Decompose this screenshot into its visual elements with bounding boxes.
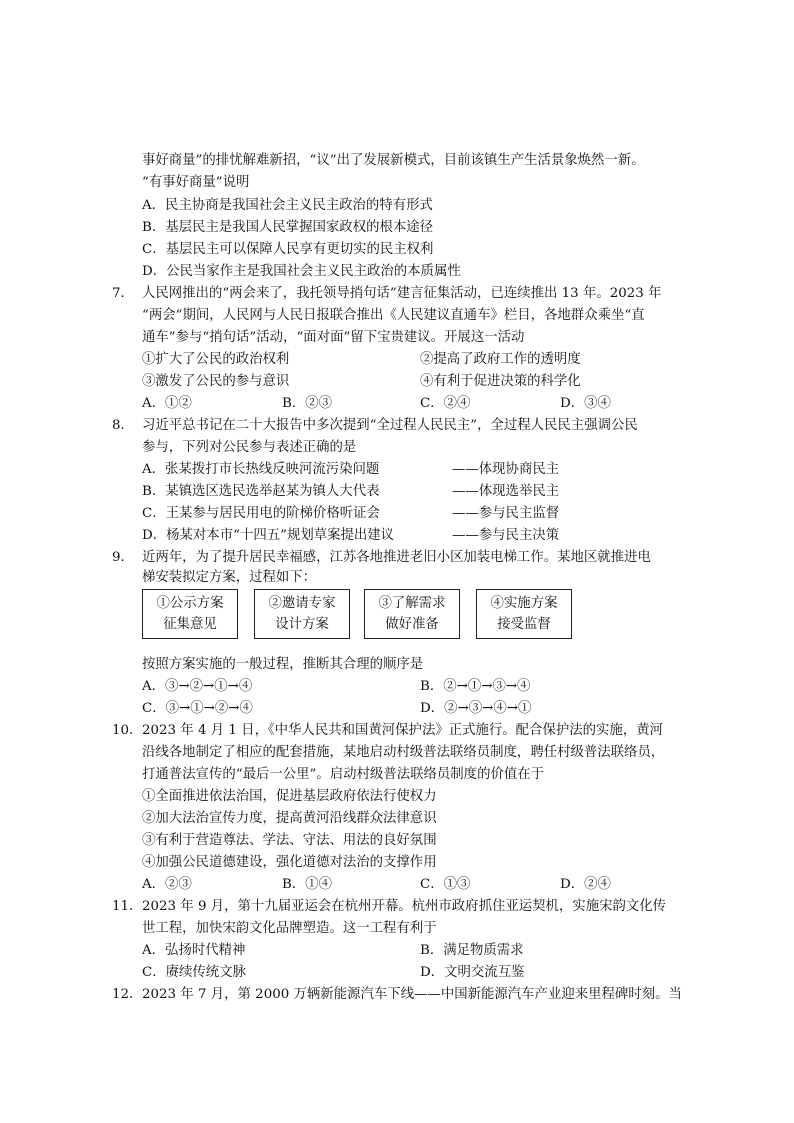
q7-choice-b: B．②③ (282, 396, 333, 411)
q9-choice-a: A．③→②→①→④ (142, 679, 253, 694)
q9-step-box-4 (476, 589, 572, 639)
q10-stem-1: 2023 年 4 月 1 日，《中华人民共和国黄河保护法》正式施行。配合保护法的实施，黄河 (142, 723, 663, 738)
q9-choice-d: D．②→③→④→① (420, 701, 532, 716)
q11-number: 11． (112, 899, 143, 914)
q10-choice-b: B．①④ (282, 877, 333, 892)
q7-number: 7． (112, 286, 134, 301)
q11-choice-a: A．弘扬时代精神 (142, 943, 246, 958)
q10-item-2: ②加大法治宣传力度，提高黄河沿线群众法律意识 (142, 811, 437, 826)
q6-option-a: A．民主协商是我国社会主义民主政治的特有形式 (142, 198, 433, 213)
q9-step-box-1-line1: ①公示方案 (156, 596, 224, 611)
q7-stem-3: 通车”参与“捎句话”活动，“面对面”留下宝贵建议。开展这一活动 (142, 330, 525, 345)
q7-item-1: ①扩大了公民的政治权利 (142, 352, 290, 367)
q9-question: 按照方案实施的一般过程，推断其合理的顺序是 (142, 657, 424, 672)
q7-choice-d: D．③④ (560, 396, 611, 411)
q8-option-b-result: ——体现选举民主 (452, 484, 560, 499)
q8-option-a: A．张某拨打市长热线反映河流污染问题 (142, 462, 380, 477)
q9-stem-1: 近两年，为了提升居民幸福感，江苏各地推进老旧小区加装电梯工作。某地区就推进电 (142, 550, 651, 565)
q6-line1: 事好商量”的排忧解难新招，“议”出了发展新模式，目前该镇生产生活景象焕然一新。 (142, 153, 645, 168)
q9-step-box-3-line2: 做好准备 (385, 617, 439, 632)
q9-step-box-1 (142, 589, 238, 639)
q9-number: 9． (112, 550, 134, 565)
q8-option-d-result: ——参与民主决策 (452, 528, 560, 543)
q8-option-b: B．某镇选区选民选举赵某为镇人大代表 (142, 484, 380, 499)
q7-choice-c: C．②④ (420, 396, 471, 411)
q9-step-box-2-line1: ②邀请专家 (268, 596, 336, 611)
q10-item-4: ④加强公民道德建设，强化道德对法治的支撑作用 (142, 855, 437, 870)
q7-item-4: ④有利于促进决策的科学化 (420, 374, 581, 389)
q11-stem-1: 2023 年 9 月，第十九届亚运会在杭州开幕。杭州市政府抓住亚运契机，实施宋韵文化传 (142, 899, 667, 914)
q7-item-3: ③激发了公民的参与意识 (142, 374, 290, 389)
q10-stem-2: 沿线各地制定了相应的配套措施，某地启动村级普法联络员制度，聘任村级普法联络员， (142, 745, 665, 760)
q8-stem-1: 习近平总书记在二十大报告中多次提到“全过程人民民主”，全过程人民民主强调公民 (142, 418, 638, 433)
q11-choice-d: D．文明交流互鉴 (420, 965, 525, 980)
q8-option-d: D．杨某对本市“十四五”规划草案提出建议 (142, 528, 395, 543)
q8-option-a-result: ——体现协商民主 (452, 462, 560, 477)
q9-step-box-3 (364, 589, 460, 639)
q7-stem-2: “两会”期间，人民网与人民日报联合推出《人民建议直通车》栏目，各地群众乘坐“直 (142, 308, 645, 323)
q9-step-box-2-line2: 设计方案 (275, 617, 329, 632)
q11-choice-c: C．赓续传统文脉 (142, 965, 246, 980)
q11-choice-b: B．满足物质需求 (420, 943, 524, 958)
q8-stem-2: 参与，下列对公民参与表述正确的是 (142, 440, 357, 455)
q10-stem-3: 打通普法宣传的“最后一公里”。启动村级普法联络员制度的价值在于 (142, 767, 545, 782)
q7-choice-a: A．①② (142, 396, 192, 411)
q10-item-3: ③有利于营造尊法、学法、守法、用法的良好氛围 (142, 833, 437, 848)
q6-option-d: D．公民当家作主是我国社会主义民主政治的本质属性 (142, 264, 461, 279)
q9-step-box-4-line1: ④实施方案 (490, 596, 558, 611)
q10-choice-c: C．①③ (420, 877, 471, 892)
q9-step-box-4-line2: 接受监督 (497, 617, 551, 632)
q8-number: 8． (112, 418, 134, 433)
q10-number: 10． (112, 723, 143, 738)
q9-step-box-2 (254, 589, 350, 639)
q9-step-box-1-line2: 征集意见 (163, 617, 217, 632)
q10-item-1: ①全面推进依法治国，促进基层政府依法行使权力 (142, 789, 437, 804)
q9-choice-c: C．③→①→②→④ (142, 701, 253, 716)
q9-stem-2: 梯安装拟定方案，过程如下： (142, 570, 317, 585)
q6-option-b: B．基层民主是我国人民掌握国家政权的根本途径 (142, 220, 434, 235)
q10-choice-a: A．②③ (142, 877, 192, 892)
q10-choice-d: D．②④ (560, 877, 611, 892)
q8-option-c-result: ——参与民主监督 (452, 506, 560, 521)
q7-item-2: ②提高了政府工作的透明度 (420, 352, 581, 367)
q12-number: 12． (112, 987, 143, 1002)
q12-stem-1: 2023 年 7 月，第 2000 万辆新能源汽车下线——中国新能源汽车产业迎来里程碑时刻。当 (142, 987, 682, 1002)
q7-stem-1: 人民网推出的“两会来了，我托领导捎句话”建言征集活动，已连续推出 13 年。2023 年 (142, 286, 662, 301)
q6-option-c: C．基层民主可以保障人民享有更切实的民主权利 (142, 242, 434, 257)
q9-step-box-3-line1: ③了解需求 (378, 596, 446, 611)
q11-stem-2: 世工程，加快宋韵文化品牌塑造。这一工程有利于 (142, 921, 437, 936)
q9-choice-b: B．②→①→③→④ (420, 679, 531, 694)
q8-option-c: C．王某参与居民用电的阶梯价格听证会 (142, 506, 380, 521)
q6-line2: “有事好商量”说明 (142, 175, 250, 190)
